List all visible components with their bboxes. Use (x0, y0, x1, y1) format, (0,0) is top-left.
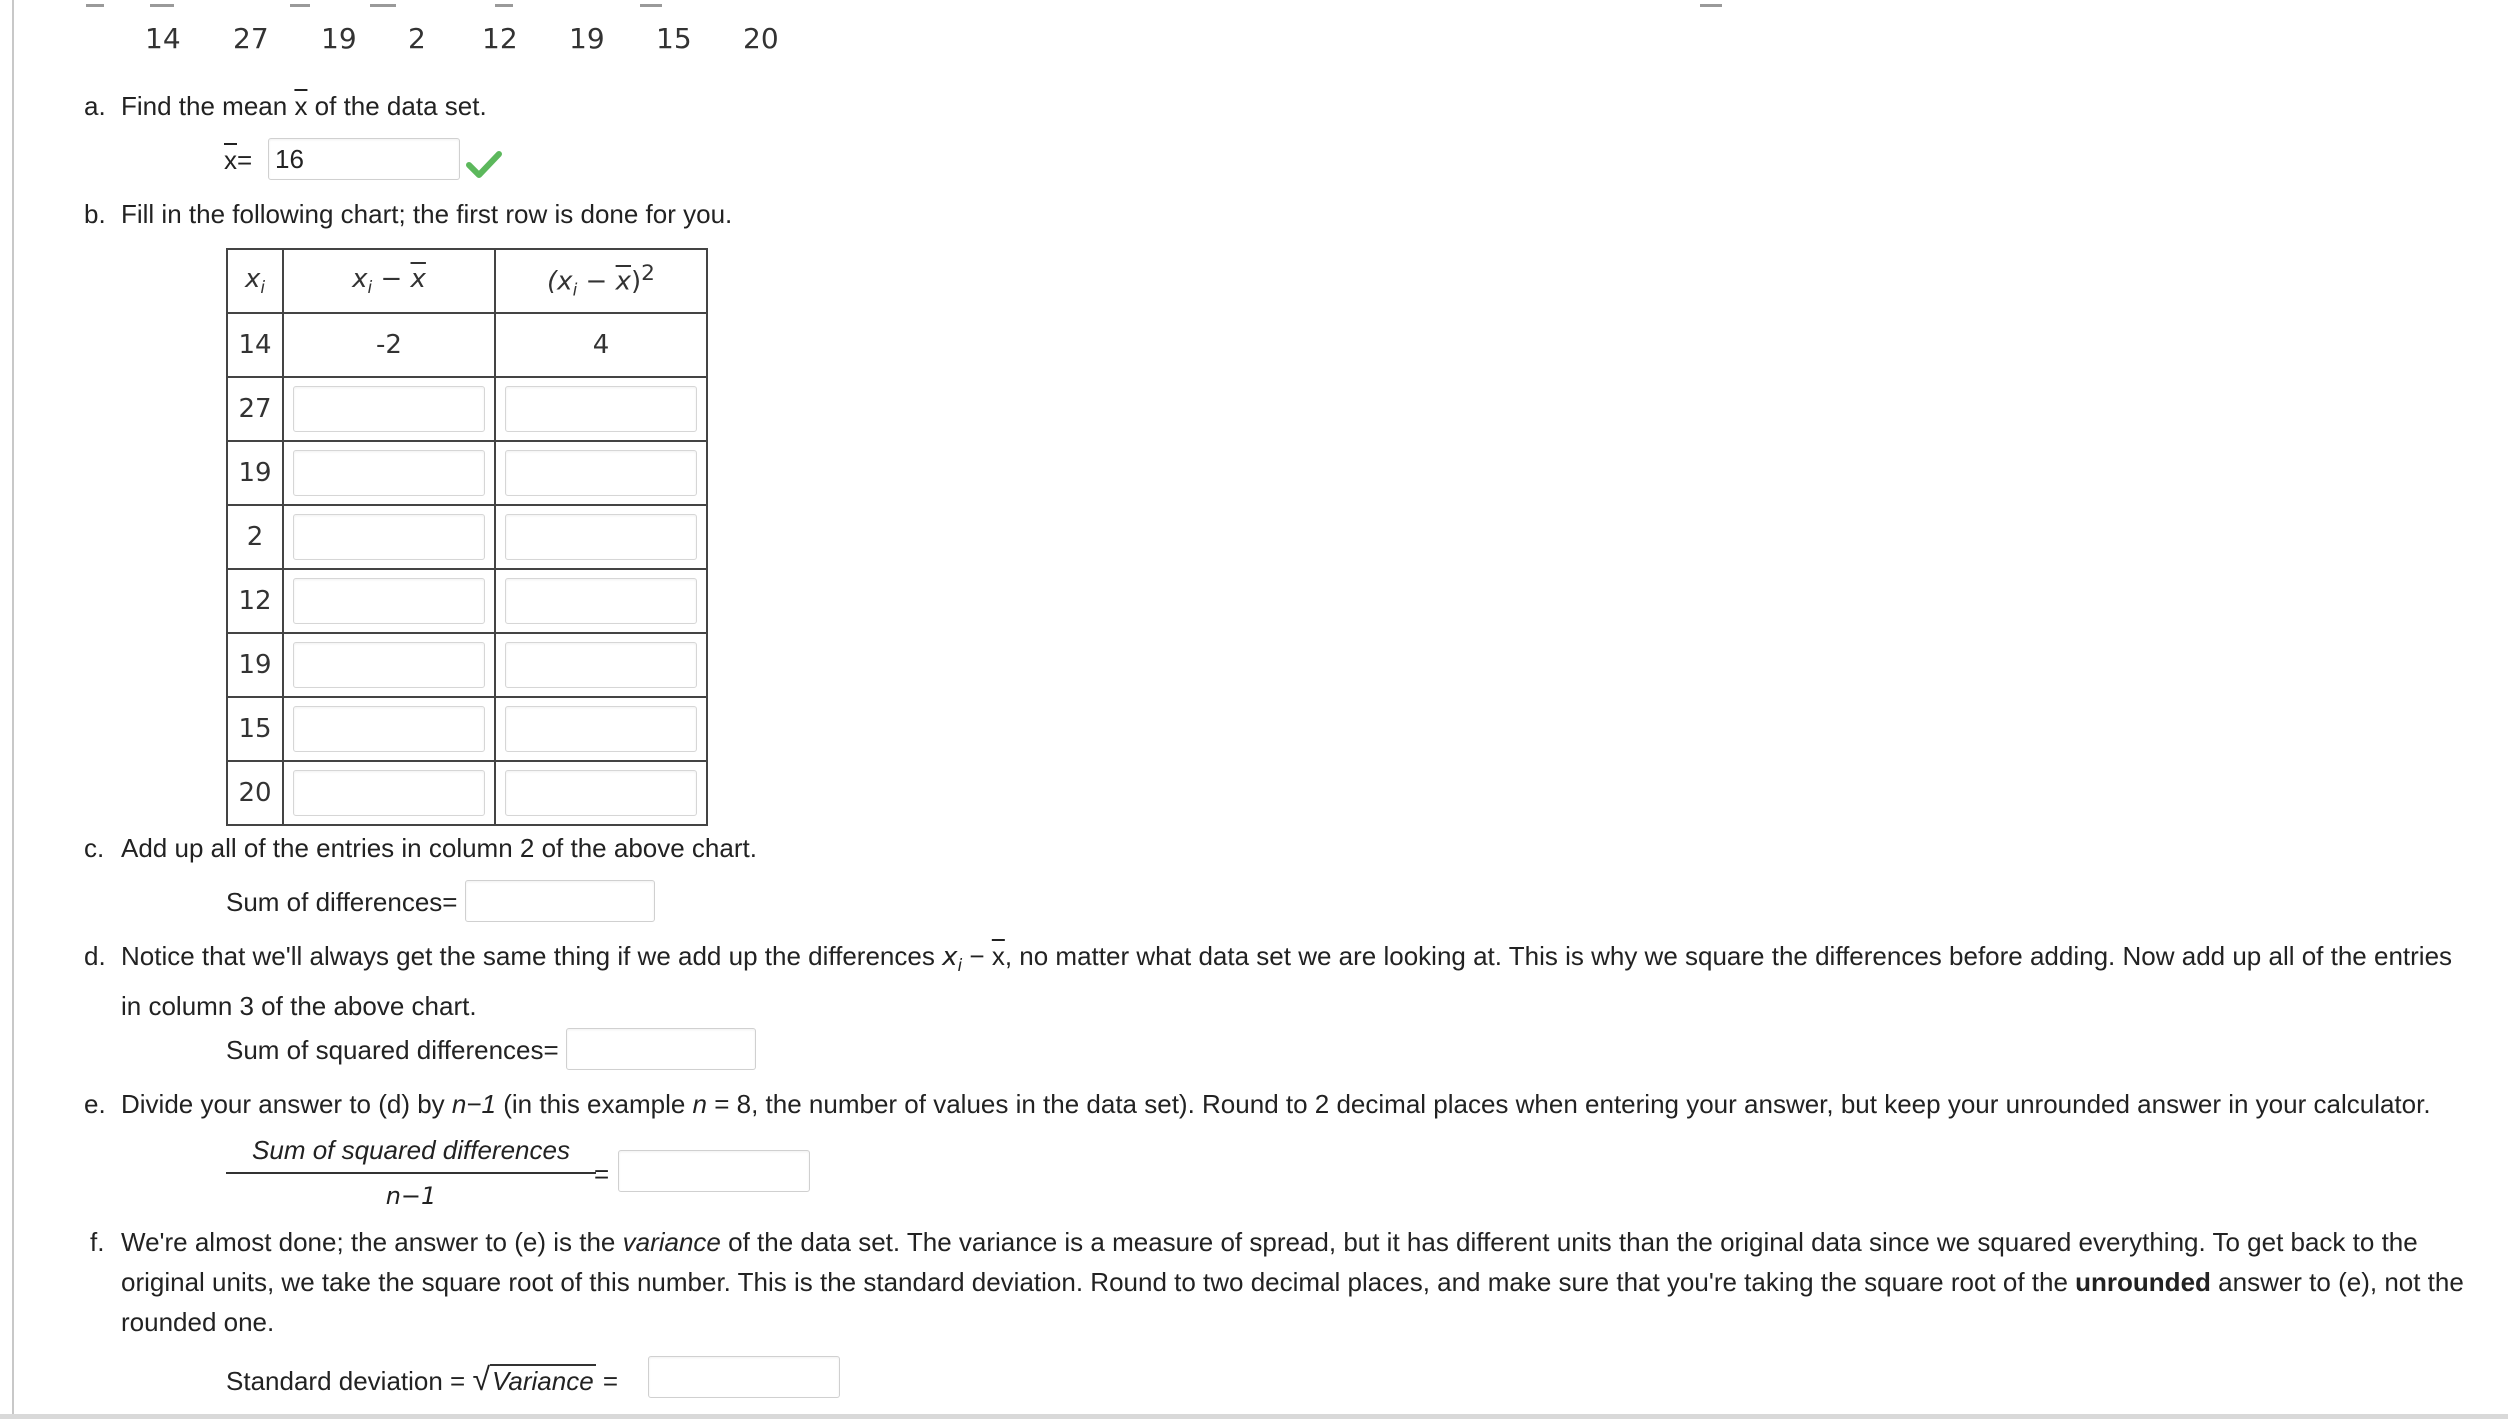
difference-input[interactable] (293, 642, 485, 688)
deviation-chart (226, 248, 708, 826)
variance-equals: = (594, 1159, 610, 1189)
row-x-value: 20 (227, 761, 283, 825)
squared-difference-input[interactable] (505, 770, 697, 816)
row-difference-value: -2 (283, 313, 495, 377)
sum-differences-label: Sum of differences= (226, 887, 458, 917)
part-c-question: Add up all of the entries in column 2 of the above chart. (121, 833, 757, 863)
row-x-value: 19 (227, 441, 283, 505)
difference-input[interactable] (293, 514, 485, 560)
row-x-value: 19 (227, 633, 283, 697)
part-f-question: We're almost done; the answer to (e) is the variance of the data set. The variance is a measure of spread, but it has different units than the original data since we squared everything. To get back to the original units, we take the square root of this number. This is the standard deviation. Round to two decimal places, and make sure that you're taking the square root of the unrounded answer to (e), not the rounded one. (121, 1227, 2464, 1337)
sum-squared-differences-label: Sum of squared differences= (226, 1035, 559, 1065)
table-row (227, 313, 707, 377)
squared-difference-input[interactable] (505, 514, 697, 560)
part-a-question: Find the mean $\overline{x}$ of the data set. (121, 91, 487, 121)
row-x-value: 14 (227, 313, 283, 377)
sum-squared-differences-input[interactable] (566, 1028, 756, 1070)
check-icon (466, 150, 502, 180)
row-x-value: 2 (227, 505, 283, 569)
difference-input[interactable] (293, 386, 485, 432)
data-value: 19 (569, 22, 605, 55)
squared-difference-input[interactable] (505, 642, 697, 688)
data-value: 12 (482, 22, 518, 55)
data-value: 2 (408, 22, 426, 55)
fraction-bar (226, 1172, 596, 1174)
square-root-icon: √ (472, 1361, 491, 1397)
row-x-value: 27 (227, 377, 283, 441)
table-row (227, 505, 707, 569)
part-e-letter: e. (84, 1089, 106, 1119)
row-x-value: 15 (227, 697, 283, 761)
data-value: 14 (145, 22, 181, 55)
mean-input[interactable]: 16 (268, 138, 460, 180)
difference-input[interactable] (293, 450, 485, 496)
squared-difference-input[interactable] (505, 578, 697, 624)
part-f-letter: f. (90, 1227, 105, 1257)
difference-input[interactable] (293, 706, 485, 752)
data-value: 15 (656, 22, 692, 55)
part-d-question: Notice that we'll always get the same thing if we add up the differences $x_i - \overline{x}$, no matter what data set we are looking at. This is why we square the differences before adding. Now add up all of the entries in column 3 of the above chart. (121, 941, 2453, 1021)
part-a-letter: a. (84, 91, 106, 121)
header-squared-difference: $(x_i - \overline{x})^2$ (495, 249, 707, 313)
row-x-value: 12 (227, 569, 283, 633)
table-row (227, 377, 707, 441)
header-difference: $x_i - \overline{x}$ (283, 249, 495, 313)
fraction-denominator: n−1 (385, 1182, 437, 1210)
table-row (227, 633, 707, 697)
standard-deviation-label: Standard deviation = √Variance = (226, 1361, 619, 1397)
chart-header-row (227, 249, 707, 313)
part-b-letter: b. (84, 199, 106, 229)
difference-input[interactable] (293, 578, 485, 624)
difference-input[interactable] (293, 770, 485, 816)
data-value: 27 (233, 22, 269, 55)
mean-label: $\overline{x}=$ (224, 145, 253, 175)
table-row (227, 761, 707, 825)
part-b-question: Fill in the following chart; the first row is done for you. (121, 199, 733, 229)
squared-difference-input[interactable] (505, 706, 697, 752)
row-squared-value: 4 (495, 313, 707, 377)
part-c-letter: c. (84, 833, 105, 863)
squared-difference-input[interactable] (505, 386, 697, 432)
variance-input[interactable] (618, 1150, 810, 1192)
data-value: 20 (743, 22, 779, 55)
table-row (227, 441, 707, 505)
data-value: 19 (321, 22, 357, 55)
part-d-letter: d. (84, 941, 106, 971)
cut-off-text-line (0, 0, 2508, 4)
standard-deviation-input[interactable] (648, 1356, 840, 1398)
sum-differences-input[interactable] (465, 880, 655, 922)
table-row (227, 697, 707, 761)
left-border (12, 0, 14, 1419)
fraction-numerator: Sum of squared differences (252, 1135, 570, 1165)
part-e-question: Divide your answer to (d) by n−1 (in this example n = 8, the number of values in the data set). Round to 2 decimal places when entering your answer, but keep your unrounded answer in your calculator. (121, 1089, 2431, 1119)
table-row (227, 569, 707, 633)
header-xi: $x_i$ (227, 249, 283, 313)
bottom-border (0, 1414, 2508, 1419)
squared-difference-input[interactable] (505, 450, 697, 496)
